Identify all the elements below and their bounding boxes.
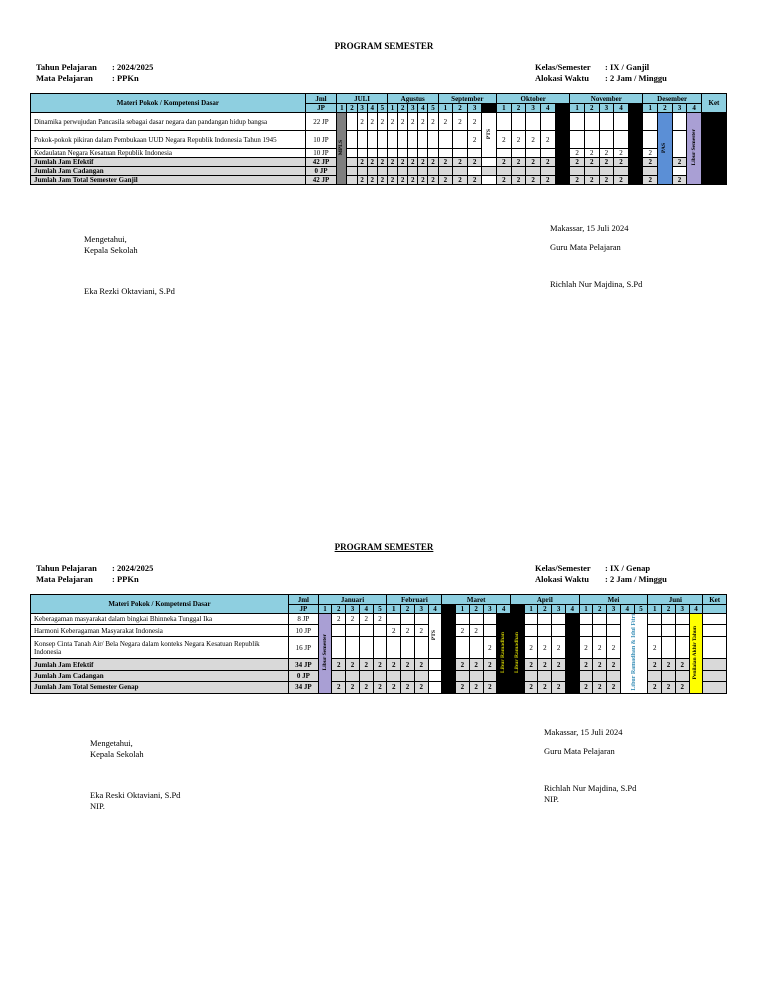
month-april: April bbox=[511, 595, 580, 605]
row-total-2: Jumlah Jam Total Semester Genap 34 JP 2 2 2 2 2 2 2 2 2 2 2 2 2 2 2 2 2 2 2 bbox=[31, 682, 727, 693]
ramadhan-band: Libur Ramadhan bbox=[497, 614, 511, 694]
month-mei: Mei bbox=[579, 595, 648, 605]
col-jml: Jml bbox=[305, 94, 337, 104]
row-efektif-2: Jumlah Jam Efektif 34 JP 2 2 2 2 2 2 2 2 2 2 2 2 2 2 2 2 2 2 2 bbox=[31, 659, 727, 670]
alokasi-value: : 2 Jam / Minggu bbox=[605, 73, 667, 83]
schedule-table-genap: Materi Pokok / Kompetensi Dasar Jml Januari Februari Maret April Mei Juni Ket JP 1 2 3 4 5 1 2 3 4 1 2 3 4 1 2 3 4 1 2 3 4 5 1 2 3 4 Keberagaman masyarakat dalam bingkai Bhinneka Tunggal Ika 8 JP Libur Semester 2 2 2 2 PTS Libur Ramadhan Libur Ramadhan Libur Ramadhan & Idul Fitri Penilaian Akhir Tahun Harmoni Keberagaman Masyarakat Indonesia 10 JP 2 2 2 2 2 Konsep Cinta Tanah Air/ Bela Negara dalam konteks Negara Kesatuan Republik Indonesia 16 JP 2 2 2 2 2 2 2 2 Jumlah Jam Efektif 34 JP 2 2 2 2 2 2 2 2 2 2 2 2 2 2 2 2 2 2 2 Jumlah Jam Cadangan 0 JP Jumlah Jam Total Semester Genap 34 JP 2 2 2 2 2 2 2 2 2 2 2 2 2 2 2 2 2 2 2 bbox=[30, 594, 727, 694]
schedule-table-ganjil: Materi Pokok / Kompetensi Dasar Jml JULI Agustus September Oktober November Desember Ket JP 1 2 3 4 5 1 2 3 4 5 1 2 3 4 1 2 3 4 1 2 3 4 1 2 3 4 Dinamika perwujudan Pancasila sebagai dasar negara dan pandangan hidup bangsa 22 JP MPLS 2 2 2 2 2 2 2 2 2 2 2 PTS PAS Libur Semester Pokok-pokok pikiran dalam Pembukaan UUD Negara Republik Indonesia Tahun 1945 10 JP 2 2 2 2 2 Kedaulatan Negara Kesatuan Republik Indonesia 10 JP 2 2 2 2 2 Jumlah Jam Efektif 42 JP 2 2 2 2 2 2 2 2 2 2 2 2 2 2 2 2 2 2 2 2 2 Jumlah Jam Cadangan 0 JP Jumlah Jam Total Semester Ganjil 42 JP 2 2 2 2 2 2 2 2 2 2 2 2 2 2 2 2 2 2 2 2 2 bbox=[30, 93, 727, 185]
kepsek-label: Kepala Sekolah bbox=[84, 245, 138, 255]
guru-label: Guru Mata Pelajaran bbox=[550, 242, 621, 252]
akhir-tahun-band: Penilaian Akhir Tahun bbox=[689, 614, 703, 694]
guru-name: Richlah Nur Majdina, S.Pd bbox=[550, 279, 643, 289]
col-ket: Ket bbox=[701, 94, 726, 113]
place-date: Makassar, 15 Juli 2024 bbox=[550, 223, 629, 233]
table-row: Kedaulatan Negara Kesatuan Republik Indonesia 10 JP 2 2 2 2 2 bbox=[31, 149, 727, 158]
row-total: Jumlah Jam Total Semester Ganjil 42 JP 2 2 2 2 2 2 2 2 2 2 2 2 2 2 2 2 2 2 2 2 2 bbox=[31, 176, 727, 185]
month-oktober: Oktober bbox=[497, 94, 570, 104]
meta-right bbox=[535, 62, 667, 84]
page-title: PROGRAM SEMESTER bbox=[334, 41, 434, 51]
mpls-band: MPLS bbox=[337, 113, 347, 185]
month-juni: Juni bbox=[648, 595, 703, 605]
table-row: Pokok-pokok pikiran dalam Pembukaan UUD Negara Republik Indonesia Tahun 1945 10 JP 2 2 2 2 2 bbox=[31, 131, 727, 149]
month-maret: Maret bbox=[442, 595, 511, 605]
row-efektif: Jumlah Jam Efektif 42 JP 2 2 2 2 2 2 2 2 2 2 2 2 2 2 2 2 2 2 2 2 2 bbox=[31, 158, 727, 167]
mapel-label: Mata Pelajaran bbox=[36, 73, 93, 83]
table-row: Dinamika perwujudan Pancasila sebagai dasar negara dan pandangan hidup bangsa 22 JP MPLS 2 2 2 2 2 2 2 2 2 2 2 PTS PAS Libur Semester bbox=[31, 113, 727, 131]
idul-fitri-band: Libur Ramadhan & Idul Fitri bbox=[620, 614, 647, 694]
row-cadangan: Jumlah Jam Cadangan 0 JP bbox=[31, 167, 727, 176]
month-januari: Januari bbox=[318, 595, 387, 605]
col-materi: Materi Pokok / Kompetensi Dasar bbox=[31, 94, 306, 113]
mengetahui-label: Mengetahui, bbox=[84, 234, 127, 244]
table-row: Keberagaman masyarakat dalam bingkai Bhinneka Tunggal Ika 8 JP Libur Semester 2 2 2 2 PTS Libur Ramadhan Libur Ramadhan Libur Ramadhan & Idul Fitri Penilaian Akhir Tahun bbox=[31, 614, 727, 625]
sig-left-2: Mengetahui, Kepala Sekolah Eka Reski Oktaviani, S.Pd NIP. bbox=[90, 738, 181, 811]
month-november: November bbox=[570, 94, 643, 104]
month-september: September bbox=[438, 94, 497, 104]
kepsek-name: Eka Rezki Oktaviani, S.Pd bbox=[84, 286, 175, 296]
libur-semester-band: Libur Semester bbox=[318, 614, 332, 694]
tahun-label: Tahun Pelajaran bbox=[36, 62, 97, 72]
meta-left bbox=[36, 62, 153, 84]
tahun-value: : 2024/2025 bbox=[112, 62, 154, 72]
pts-band-2: PTS bbox=[428, 614, 442, 659]
month-juli: JULI bbox=[337, 94, 388, 104]
month-agustus: Agustus bbox=[387, 94, 438, 104]
sig-left-1 bbox=[84, 234, 175, 297]
col-jp: JP bbox=[305, 104, 337, 113]
materi-cell: Kedaulatan Negara Kesatuan Republik Indonesia bbox=[31, 149, 306, 158]
jp-cell: 10 JP bbox=[305, 149, 337, 158]
table-row: Konsep Cinta Tanah Air/ Bela Negara dalam konteks Negara Kesatuan Republik Indonesia 16 JP 2 2 2 2 2 2 2 2 bbox=[31, 636, 727, 659]
meta-left-2: Tahun Pelajaran : 2024/2025 Mata Pelajaran : PPKn bbox=[36, 563, 154, 584]
materi-cell: Dinamika perwujudan Pancasila sebagai dasar negara dan pandangan hidup bangsa bbox=[31, 113, 306, 131]
month-desember: Desember bbox=[643, 94, 702, 104]
kelas-label: Kelas/Semester bbox=[535, 62, 591, 72]
jp-cell: 10 JP bbox=[305, 131, 337, 149]
table-row: Harmoni Keberagaman Masyarakat Indonesia 10 JP 2 2 2 2 2 bbox=[31, 625, 727, 636]
sig-right-1 bbox=[550, 223, 642, 290]
sig-right-2: Makassar, 15 Juli 2024 Guru Mata Pelajaran Richlah Nur Majdina, S.Pd NIP. bbox=[544, 727, 637, 804]
jp-cell: 22 JP bbox=[305, 113, 337, 131]
kelas-value: : IX / Ganjil bbox=[605, 62, 650, 72]
page-title-2: PROGRAM SEMESTER bbox=[334, 542, 434, 552]
mapel-value: : PPKn bbox=[112, 73, 139, 83]
alokasi-label: Alokasi Waktu bbox=[535, 73, 589, 83]
pts-band: PTS bbox=[482, 113, 497, 158]
row-cadangan-2: Jumlah Jam Cadangan 0 JP bbox=[31, 670, 727, 681]
materi-cell: Pokok-pokok pikiran dalam Pembukaan UUD Negara Republik Indonesia Tahun 1945 bbox=[31, 131, 306, 149]
month-februari: Februari bbox=[387, 595, 442, 605]
libur-band: Libur Semester bbox=[687, 113, 702, 185]
pas-band: PAS bbox=[658, 113, 673, 185]
meta-right-2: Kelas/Semester : IX / Genap Alokasi Waktu : 2 Jam / Minggu bbox=[535, 563, 667, 584]
